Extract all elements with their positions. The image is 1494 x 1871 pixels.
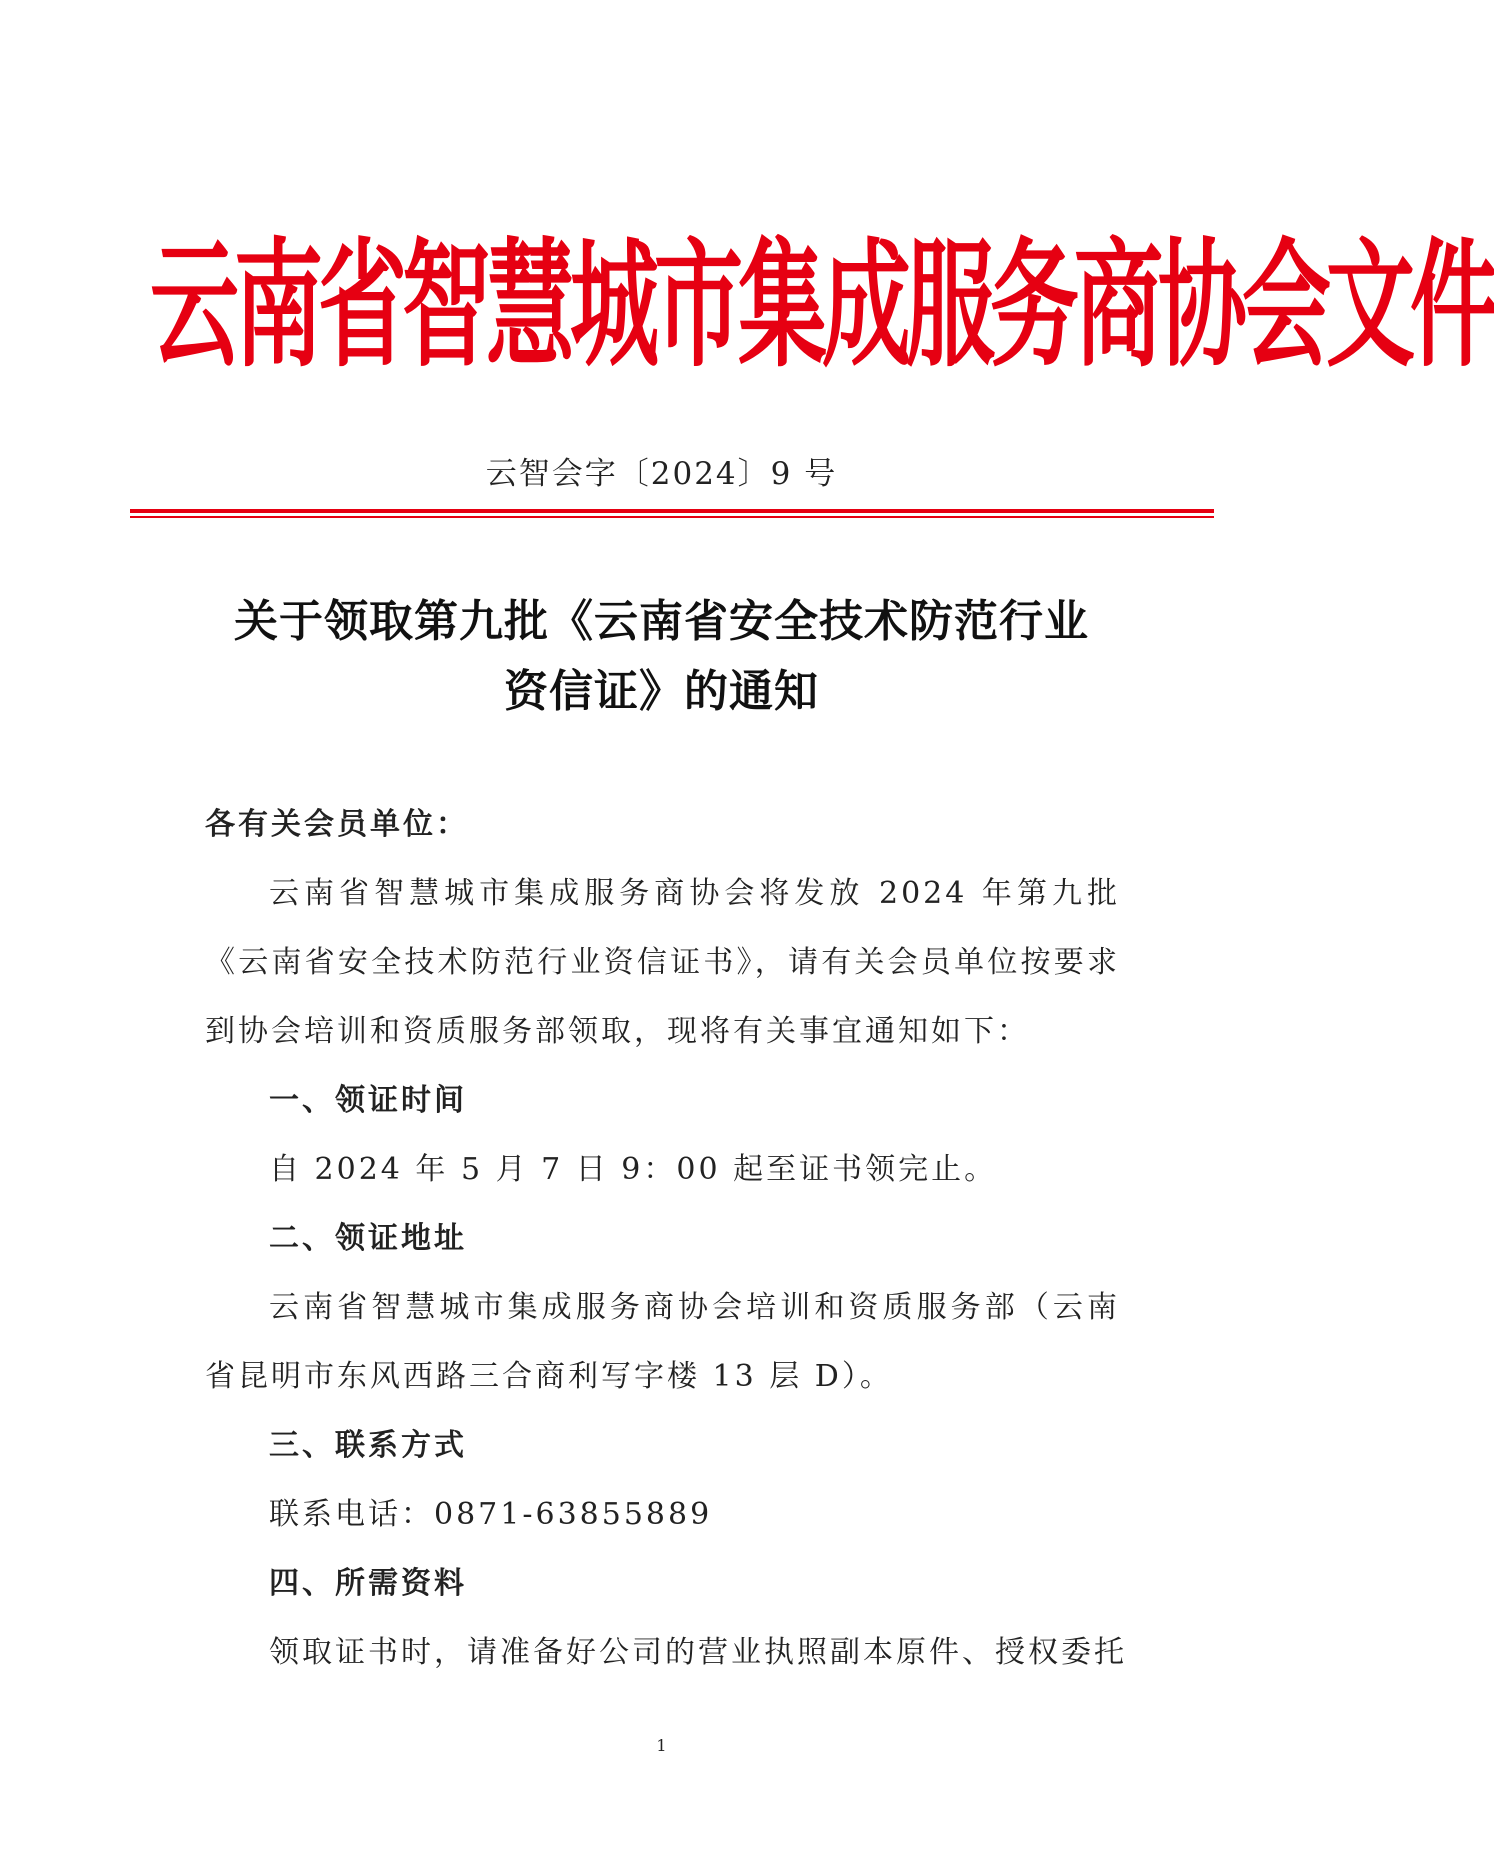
section-heading-address: 二、领证地址 <box>269 1221 467 1256</box>
document-number: 云智会字〔2024〕9 号 <box>485 456 838 492</box>
masthead-divider-thin <box>130 516 1214 518</box>
section-content-contact: 联系电话：0871-63855889 <box>269 1497 713 1532</box>
section-content-time: 自 2024 年 5 月 7 日 9：00 起至证书领完止。 <box>269 1152 998 1187</box>
salutation: 各有关会员单位： <box>205 807 469 842</box>
page-number: 1 <box>656 1736 667 1755</box>
section-content-materials: 领取证书时，请准备好公司的营业执照副本原件、授权委托 <box>269 1635 1127 1670</box>
section-heading-contact: 三、联系方式 <box>269 1428 467 1463</box>
notice-title-line-1: 关于领取第九批《云南省安全技术防范行业 <box>234 596 1089 647</box>
document-masthead: 云南省智慧城市集成服务商协会文件 <box>150 224 1494 386</box>
section-content-address: 云南省智慧城市集成服务商协会培训和资质服务部（云南省昆明市东风西路三合商利写字楼 13 层 D）。 <box>205 1290 1120 1394</box>
intro-paragraph: 云南省智慧城市集成服务商协会将发放 2024 年第九批《云南省安全技术防范行业资信证书》，请有关会员单位按要求到协会培训和资质服务部领取，现将有关事宜通知如下： <box>205 876 1120 1049</box>
masthead-divider-thick <box>130 509 1214 513</box>
notice-title-line-2: 资信证》的通知 <box>504 666 819 717</box>
section-heading-time: 一、领证时间 <box>269 1083 467 1118</box>
section-heading-materials: 四、所需资料 <box>269 1566 467 1601</box>
